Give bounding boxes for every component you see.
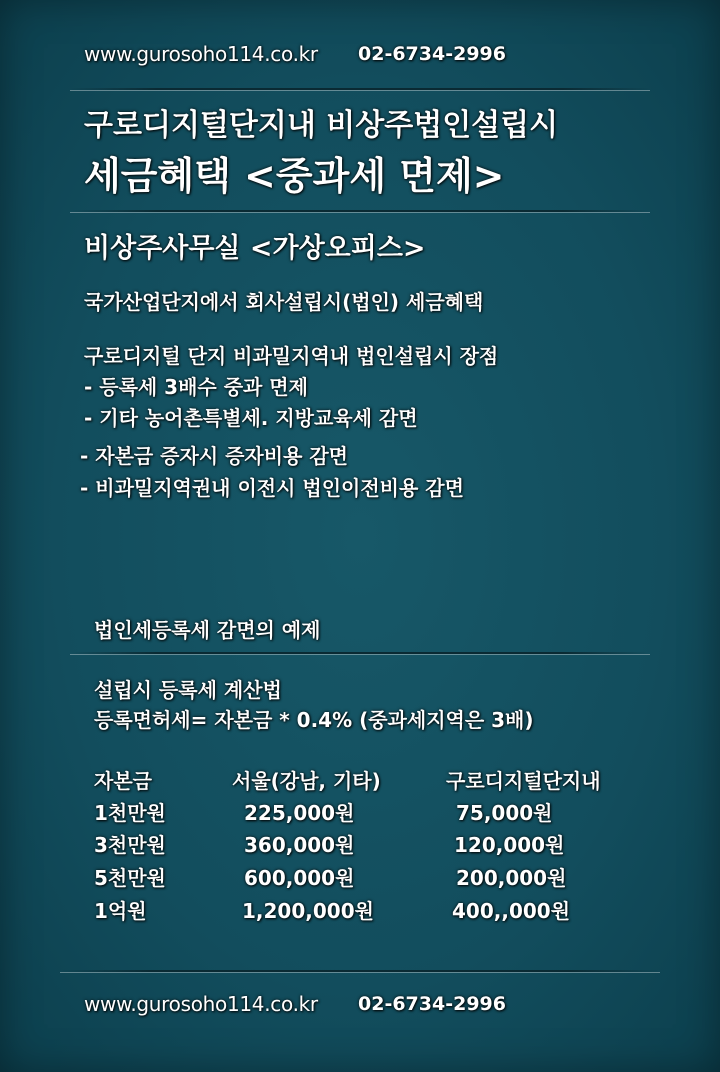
subtitle: 비상주사무실 <가상오피스> bbox=[84, 233, 426, 264]
headline-line2: 세금혜택 <중과세 면제> bbox=[84, 154, 505, 198]
table-cell-capital: 5천만원 bbox=[94, 866, 166, 890]
divider-top bbox=[70, 88, 650, 90]
table-cell-seoul: 225,000원 bbox=[244, 801, 355, 825]
benefit-item: - 비과밀지역권내 이전시 법인이전비용 감면 bbox=[80, 476, 464, 500]
table-cell-capital: 3천만원 bbox=[94, 833, 166, 857]
top-phone-number: 02-6734-2996 bbox=[358, 43, 506, 65]
intro-text: 국가산업단지에서 회사설립시(법인) 세금혜택 bbox=[84, 290, 484, 314]
headline-line1: 구로디지털단지내 비상주법인설립시 bbox=[84, 108, 559, 143]
table-cell-guro: 75,000원 bbox=[456, 801, 553, 825]
benefits-title: 구로디지털 단지 비과밀지역내 법인설립시 장점 bbox=[84, 344, 499, 368]
table-cell-seoul: 600,000원 bbox=[244, 866, 355, 890]
table-cell-seoul: 1,200,000원 bbox=[242, 899, 374, 923]
table-cell-seoul: 360,000원 bbox=[244, 833, 355, 857]
calc-title: 설립시 등록세 계산법 bbox=[94, 678, 282, 702]
table-cell-capital: 1천만원 bbox=[94, 801, 166, 825]
example-title: 법인세등록세 감면의 예제 bbox=[94, 618, 321, 642]
table-header-seoul: 서울(강남, 기타) bbox=[232, 769, 381, 793]
table-header-guro: 구로디지털단지내 bbox=[446, 769, 601, 793]
table-header-capital: 자본금 bbox=[94, 769, 152, 793]
benefit-item: - 기타 농어촌특별세. 지방교육세 감면 bbox=[84, 406, 418, 430]
bottom-website-url[interactable]: www.gurosoho114.co.kr bbox=[84, 992, 318, 1016]
bottom-phone-number: 02-6734-2996 bbox=[358, 993, 506, 1015]
divider-bottom bbox=[60, 970, 660, 972]
table-cell-guro: 400,,000원 bbox=[452, 899, 571, 923]
table-cell-capital: 1억원 bbox=[94, 899, 147, 923]
benefit-item: - 자본금 증자시 증자비용 감면 bbox=[80, 444, 348, 468]
table-cell-guro: 200,000원 bbox=[456, 866, 567, 890]
calc-formula: 등록면허세= 자본금 * 0.4% (중과세지역은 3배) bbox=[94, 708, 534, 732]
divider-example bbox=[70, 652, 650, 654]
divider-headline bbox=[70, 210, 650, 212]
benefit-item: - 등록세 3배수 중과 면제 bbox=[84, 375, 308, 399]
top-website-url[interactable]: www.gurosoho114.co.kr bbox=[84, 42, 318, 66]
table-cell-guro: 120,000원 bbox=[454, 833, 565, 857]
